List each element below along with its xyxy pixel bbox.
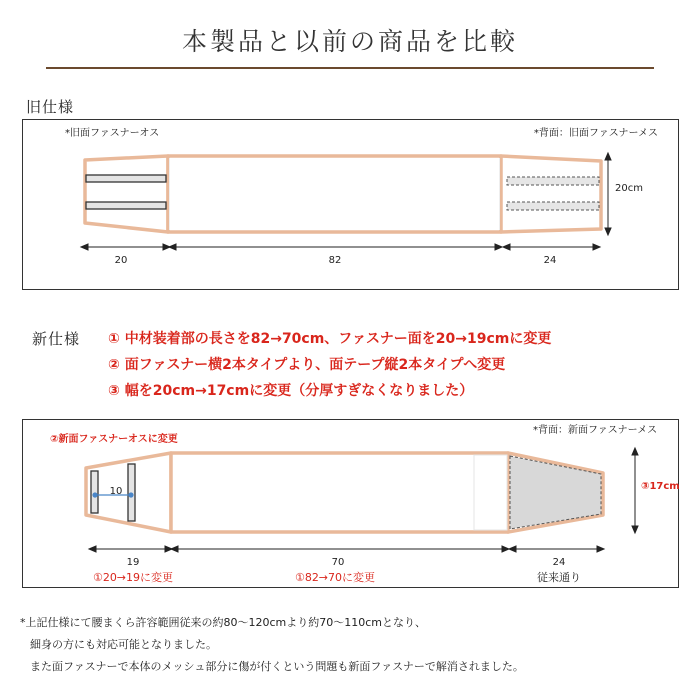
old-fastener-strip-bottom bbox=[86, 202, 166, 209]
footer-line-3: また面ファスナーで本体のメッシュ部分に傷が付くという問題も新面ファスナーで解消されました。 bbox=[30, 660, 524, 673]
new-dim-right: 24 bbox=[552, 557, 566, 568]
new-spec-label: 新仕様 bbox=[32, 330, 81, 348]
title-divider bbox=[46, 67, 654, 69]
new-dim-middle: 70 bbox=[331, 557, 345, 568]
new-left-note: ②新面ファスナーオスに変更 bbox=[50, 434, 178, 445]
page-title: 本製品と以前の商品を比較 bbox=[181, 27, 518, 56]
old-dim-right: 24 bbox=[543, 255, 557, 266]
old-left-note: *旧面ファスナーオス bbox=[65, 128, 160, 139]
old-mesh-strip-top bbox=[507, 177, 599, 185]
old-mesh-strip-bottom bbox=[507, 202, 599, 210]
old-spec-panel bbox=[22, 119, 679, 290]
old-height-label: 20cm bbox=[615, 183, 643, 194]
new-height-arrow bbox=[632, 448, 638, 533]
new-inner-section bbox=[474, 455, 507, 530]
new-dim-note-left: ①20→19に変更 bbox=[92, 571, 174, 584]
new-dim-note-middle: ①82→70に変更 bbox=[294, 571, 376, 584]
change-item-1: ① 中材装着部の長さを82→70cm、ファスナー面を20→19cmに変更 bbox=[108, 331, 552, 347]
new-dim-note-right: 従来通り bbox=[537, 571, 581, 584]
new-spec-panel bbox=[22, 419, 679, 588]
new-right-note: *背面：新面ファスナーメス bbox=[533, 425, 658, 436]
old-dim-left: 20 bbox=[114, 255, 128, 266]
old-belt-outline bbox=[85, 156, 601, 232]
new-fastener-tape-left bbox=[91, 471, 98, 513]
new-inner-label: 10 bbox=[109, 486, 123, 497]
footer-line-2: 細身の方にも対応可能となりました。 bbox=[30, 638, 217, 651]
old-dimension-arrows bbox=[81, 244, 600, 250]
new-height-label: ③17cm bbox=[641, 481, 680, 492]
new-dim-left: 19 bbox=[126, 557, 140, 568]
old-diagram bbox=[23, 120, 680, 291]
footer-line-1: *上記仕様にて腰まくら許容範囲従来の約80～120cmより約70～110cmとなり、 bbox=[20, 616, 427, 629]
new-diagram bbox=[23, 420, 680, 589]
old-spec-label: 旧仕様 bbox=[26, 98, 75, 116]
old-dim-middle: 82 bbox=[328, 255, 342, 266]
new-dimension-arrows bbox=[89, 546, 604, 552]
change-item-3: ③ 幅を20cm→17cmに変更（分厚すぎなくなりました） bbox=[108, 383, 474, 399]
old-fastener-strip-top bbox=[86, 175, 166, 182]
old-height-arrow bbox=[605, 153, 611, 235]
change-item-2: ② 面ファスナー横2本タイプより、面テープ縦2本タイプへ変更 bbox=[108, 357, 506, 373]
old-right-note: *背面：旧面ファスナーメス bbox=[533, 128, 658, 139]
